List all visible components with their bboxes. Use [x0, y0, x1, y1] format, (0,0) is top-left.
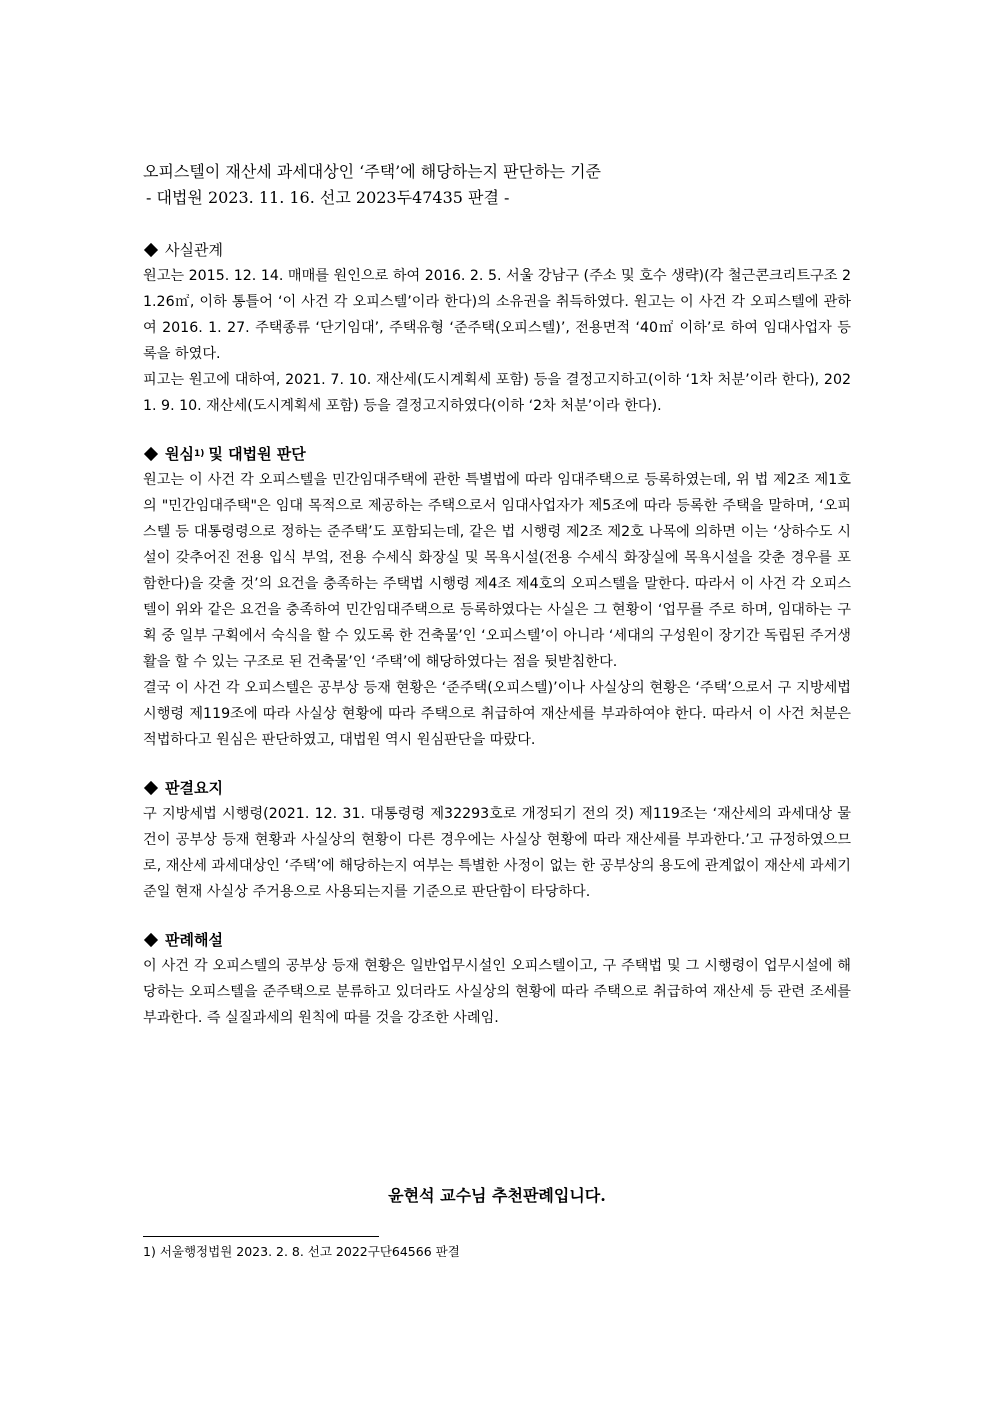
section-heading-commentary [143, 927, 851, 953]
section-commentary [143, 927, 851, 1031]
section-summary [143, 775, 851, 905]
facts-paragraph: 원고는 2015. 12. 14. 매매를 원인으로 하여 2016. 2. 5. 서울 강남구 (주소 및 호수 생략)(각 철근콘크리트구조 21.26㎡, 이하 통틀어 ‘이 사건 각 오피스텔’이라 한다)의 소유권을 취득하였다. 원고는 이 사건 각 오피스텔에 관하여 2016. 1. 27. 주택종류 ‘단기임대’, 주택유형 ‘준주택(오피스텔)’, 전용면적 ‘40㎡ 이하’로 하여 임대사업자 등록을 하였다. [143, 268, 851, 362]
section-heading-summary [143, 775, 851, 801]
ruling-paragraph: 결국 이 사건 각 오피스텔은 공부상 등재 현황은 ‘준주택(오피스텔)’이나 사실상의 현황은 ‘주택’으로서 구 지방세법 시행령 제119조에 따라 사실상 현황에 따라 주택으로 취급하여 재산세를 부과하여야 한다. 따라서 이 사건 처분은 적법하다고 원심은 판단하였고, 대법원 역시 원심판단을 따랐다. [143, 680, 851, 748]
section-heading-label: 사실관계 [165, 241, 223, 259]
recommendation-note: 윤현석 교수님 추천판례입니다. [388, 1186, 606, 1205]
section-heading-label-rest: 및 대법원 판단 [208, 445, 306, 463]
footnote-divider [143, 1236, 379, 1237]
facts-paragraph: 피고는 원고에 대하여, 2021. 7. 10. 재산세(도시계획세 포함) 등을 결정고지하고(이하 ‘1차 처분’이라 한다), 2021. 9. 10. 재산세(도시계획세 포함) 등을 결정고지하였다(이하 ‘2차 처분’이라 한다). [143, 372, 851, 414]
document-title: 오피스텔이 재산세 과세대상인 ‘주택’에 해당하는지 판단하는 기준 [143, 162, 602, 181]
footnote-text: 서울행정법원 2023. 2. 8. 선고 2022구단64566 판결 [159, 1244, 460, 1259]
document-body [143, 159, 851, 1031]
footnote [143, 1242, 460, 1262]
diamond-bullet-icon [144, 447, 158, 461]
section-heading-label: 판결요지 [165, 779, 223, 797]
ruling-paragraph: 원고는 이 사건 각 오피스텔을 민간임대주택에 관한 특별법에 따라 임대주택으로 등록하였는데, 위 법 제2조 제1호의 "민간임대주택"은 임대 목적으로 제공하는 주택으로서 임대사업자가 제5조에 따라 등록한 주택을 말하며, ‘오피스텔 등 대통령령으로 정하는 준주택’도 포함되는데, 같은 법 시행령 제2조 제2호 나목에 의하면 이는 ‘상하수도 시설이 갖추어진 전용 입식 부엌, 전용 수세식 화장실 및 목욕시설(전용 수세식 화장실에 목욕시설을 갖춘 경우를 포함한다)을 갖출 것’의 요건을 충족하는 주택법 시행령 제4조 제4호의 오피스텔을 말한다. 따라서 이 사건 각 오피스텔이 위와 같은 요건을 충족하여 민간임대주택으로 등록하였다는 사실은 그 현황이 ‘업무를 주로 하며, 임대하는 구획 중 일부 구획에서 숙식을 할 수 있도록 한 건축물’인 ‘오피스텔’이 아니라 ‘세대의 구성원이 장기간 독립된 주거생활을 할 수 있는 구조로 된 건축물’인 ‘주택’에 해당하였다는 점을 뒷받침한다. [143, 472, 851, 670]
diamond-bullet-icon [144, 243, 158, 257]
section-heading-ruling: 원심 1) 및 대법원 판단 [143, 441, 851, 467]
diamond-bullet-icon [144, 781, 158, 795]
section-ruling [143, 441, 851, 753]
summary-paragraph: 구 지방세법 시행령(2021. 12. 31. 대통령령 제32293호로 개정되기 전의 것) 제119조는 ‘재산세의 과세대상 물건이 공부상 등재 현황과 사실상의 현황이 다른 경우에는 사실상 현황에 따라 재산세를 부과한다.’고 규정하였으므로, 재산세 과세대상인 ‘주택’에 해당하는지 여부는 특별한 사정이 없는 한 공부상의 용도에 관계없이 재산세 과세기준일 현재 사실상 주거용으로 사용되는지를 기준으로 판단함이 타당하다. [143, 806, 851, 900]
section-heading-label: 원심 [165, 445, 194, 463]
section-heading-facts [143, 237, 851, 263]
section-heading-label: 판례해설 [165, 931, 223, 949]
commentary-paragraph: 이 사건 각 오피스텔의 공부상 등재 현황은 일반업무시설인 오피스텔이고, 구 주택법 및 그 시행령이 업무시설에 해당하는 오피스텔을 준주택으로 분류하고 있더라도 사실상의 현황에 따라 주택으로 취급하여 재산세 등 관련 조세를 부과한다. 즉 실질과세의 원칙에 따를 것을 강조한 사례임. [143, 958, 851, 1026]
section-facts [143, 237, 851, 419]
diamond-bullet-icon [144, 933, 158, 947]
document-subtitle: - 대법원 2023. 11. 16. 선고 2023두47435 판결 - [146, 188, 510, 207]
footnote-number: 1) [143, 1244, 156, 1259]
